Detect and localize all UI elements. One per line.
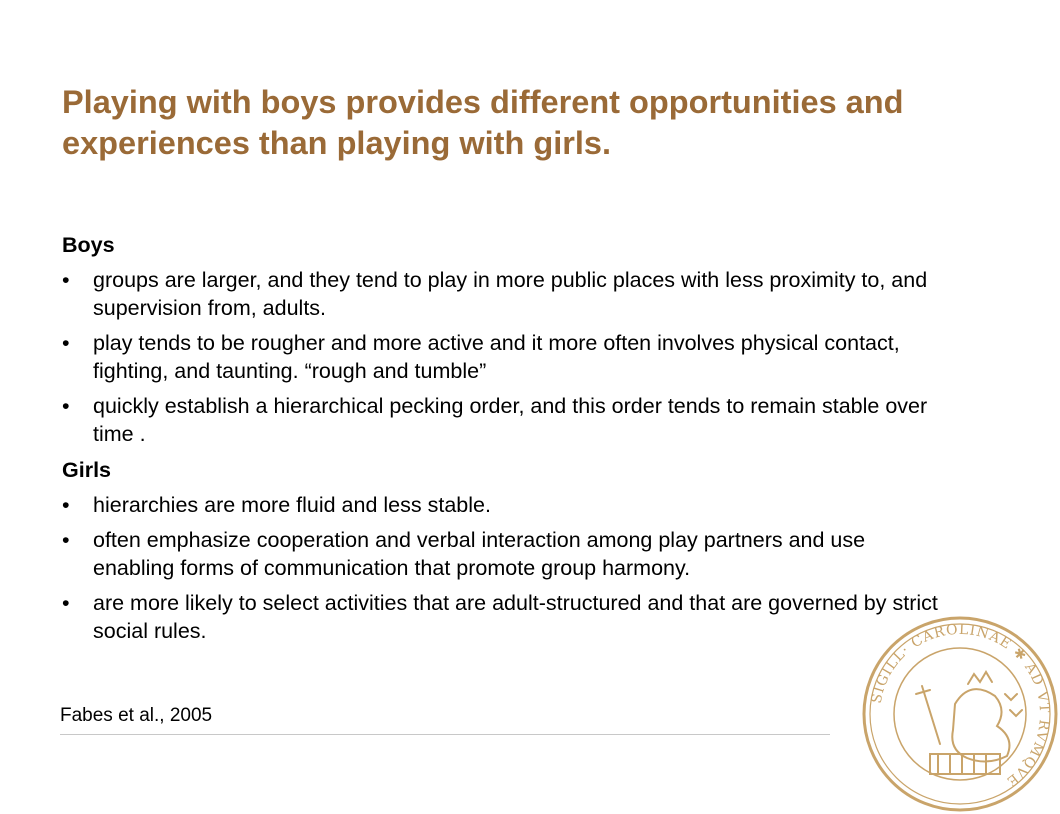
citation: Fabes et al., 2005	[60, 705, 213, 726]
list-item	[62, 266, 942, 322]
bullet-icon: •	[62, 528, 70, 552]
section-heading-boys: Boys	[62, 233, 115, 257]
bullet-icon: •	[62, 591, 70, 615]
girls-bullet-list	[62, 491, 942, 645]
footer-divider	[60, 734, 830, 735]
list-item	[62, 329, 942, 385]
list-item	[62, 589, 942, 645]
list-item	[62, 491, 942, 519]
bullet-text: often emphasize cooperation and verbal interaction among play partners and use enabling forms of communication that promote group harmony.	[93, 528, 866, 580]
slide-title: Playing with boys provides different opportunities and experiences than playing with girls.	[62, 84, 904, 161]
list-item	[62, 526, 942, 582]
boys-bullet-list	[62, 266, 942, 448]
section-heading-girls: Girls	[62, 458, 111, 482]
svg-text:SIGILL· CAROLINAE ✱ AD VT RVMQ	[869, 622, 1052, 790]
university-seal-icon	[860, 614, 1060, 814]
bullet-text: are more likely to select activities that are adult-structured and that are governed by strict social rules.	[93, 591, 938, 643]
bullet-icon: •	[62, 394, 70, 418]
bullet-text: quickly establish a hierarchical pecking order, and this order tends to remain stable over time .	[93, 394, 928, 446]
bullet-text: groups are larger, and they tend to play in more public places with less proximity to, and supervision from, adults.	[93, 268, 928, 320]
bullet-icon: •	[62, 268, 70, 292]
bullet-text: hierarchies are more fluid and less stable.	[93, 493, 491, 517]
bullet-icon: •	[62, 493, 70, 517]
bullet-icon: •	[62, 331, 70, 355]
seal-text: SIGILL· CAROLINAE ✱ AD VT RVMQVE	[868, 621, 1053, 790]
slide-content	[62, 230, 942, 652]
list-item	[62, 392, 942, 448]
bullet-text: play tends to be rougher and more active and it more often involves physical contact, fighting, and taunting. “rough and tumble”	[93, 331, 900, 383]
